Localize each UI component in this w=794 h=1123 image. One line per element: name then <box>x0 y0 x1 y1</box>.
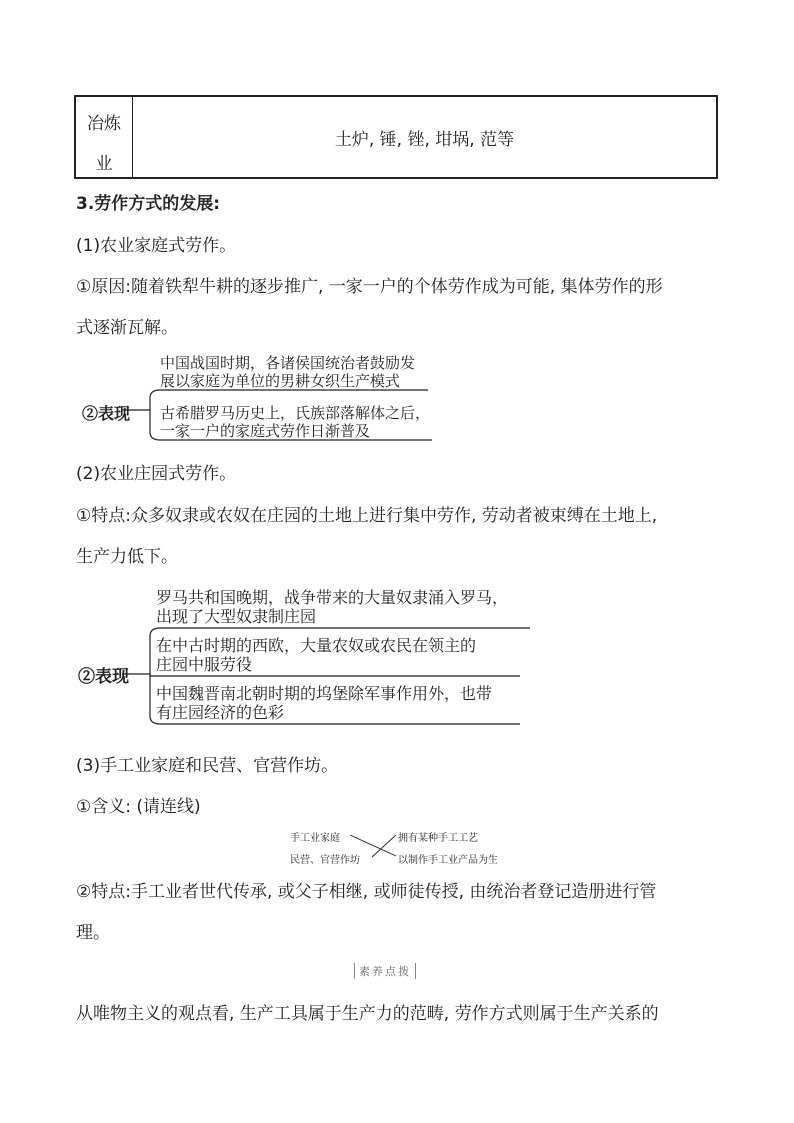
match-right-1[interactable]: 拥有某种手工工艺 <box>398 833 478 844</box>
diagram-1-item-1 <box>160 354 415 390</box>
section-heading: 3.劳作方式的发展: <box>76 194 221 214</box>
closing-line: 从唯物主义的观点看, 生产工具属于生产力的范畴, 劳作方式则属于生产关系的 <box>76 1004 659 1024</box>
diagram-1-item-1-line1: 中国战国时期，各诸侯国统治者鼓励发 <box>160 354 416 372</box>
diagram-2-item-2-line1: 在中古时期的西欧，大量农奴或农民在领主的 <box>156 636 477 655</box>
diagram-1-label: ②表现 <box>82 404 131 423</box>
table-row-label-line1: 冶炼 <box>87 114 121 134</box>
match-left-2[interactable]: 民营、官营作坊 <box>290 855 360 866</box>
diagram-1-item-2-line2: 一家一户的家庭式劳作日渐普及 <box>160 422 371 440</box>
match-right-2[interactable]: 以制作手工业产品为生 <box>398 855 498 866</box>
diagram-1-item-1-line2: 展以家庭为单位的男耕女织生产模式 <box>160 372 401 390</box>
diagram-1-item-2 <box>160 404 430 440</box>
diagram-2-item-1-line2: 出现了大型奴隶制庄园 <box>156 607 317 626</box>
diagram-2-item-3-line2: 有庄园经济的色彩 <box>156 703 285 722</box>
table-row-label-cell <box>76 97 133 177</box>
bracket-diagram-1 <box>80 350 440 446</box>
tools-table <box>74 95 718 179</box>
sub2-feature-line2: 生产力低下。 <box>76 547 178 567</box>
matching-exercise <box>288 826 518 866</box>
sub1-title: (1)农业家庭式劳作。 <box>76 236 237 256</box>
sub2-title: (2)农业庄园式劳作。 <box>76 464 237 484</box>
diagram-2-label: ②表现 <box>78 667 129 687</box>
sub1-reason-line1: ①原因:随着铁犁牛耕的逐步推广, 一家一户的个体劳作成为可能, 集体劳作的形 <box>76 277 663 297</box>
sub3-feature-line1: ②特点:手工业者世代传承, 或父子相继, 或师徒传授, 由统治者登记造册进行管 <box>76 882 657 902</box>
diagram-2-item-2-line2: 庄园中服劳役 <box>156 655 253 674</box>
diagram-1-item-2-line1: 古希腊罗马历史上，氏族部落解体之后， <box>160 404 431 422</box>
diagram-2-item-1-line1: 罗马共和国晚期，战争带来的大量奴隶涌入罗马， <box>156 588 509 607</box>
bracket-diagram-2 <box>78 582 538 732</box>
sub1-reason-line2: 式逐渐瓦解。 <box>76 318 178 338</box>
diagram-2-item-3 <box>156 684 492 722</box>
table-row-label-line2: 业 <box>95 154 113 174</box>
sub3-title: (3)手工业家庭和民营、官营作坊。 <box>76 756 339 776</box>
table-row-value: 土炉, 锤, 锉, 坩埚, 范等 <box>334 129 515 150</box>
diagram-2-item-2 <box>156 636 476 674</box>
sub3-feature-line2: 理。 <box>76 923 110 943</box>
diagram-2-item-3-line1: 中国魏晋南北朝时期的坞堡除军事作用外，也带 <box>156 684 493 703</box>
diagram-2-item-1 <box>156 588 508 626</box>
sub3-meaning: ①含义: (请连线) <box>76 797 201 817</box>
tip-label: 素养点拨 <box>354 963 416 979</box>
match-left-1[interactable]: 手工业家庭 <box>290 833 340 844</box>
sub2-feature-line1: ①特点:众多奴隶或农奴在庄园的土地上进行集中劳作, 劳动者被束缚在土地上, <box>76 506 658 526</box>
